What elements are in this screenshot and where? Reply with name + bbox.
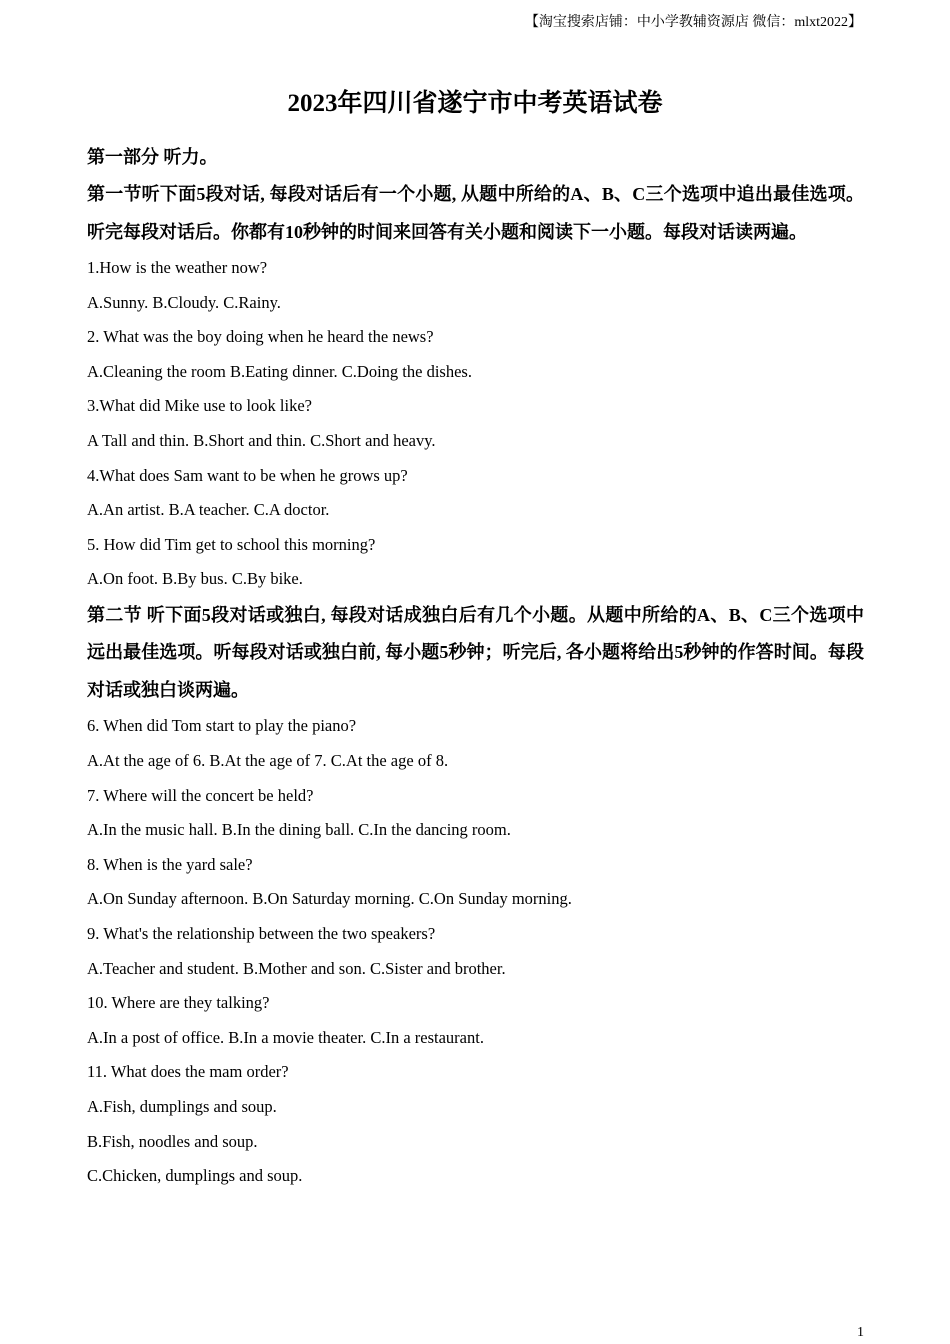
answer-options: A.Fish, dumplings and soup. xyxy=(87,1096,277,1116)
question-line: 7. Where will the concert be held? xyxy=(87,785,314,805)
question-line: 11. What does the mam order? xyxy=(87,1062,289,1082)
answer-options: A Tall and thin. B.Short and thin. C.Short and heavy. xyxy=(87,430,436,450)
answer-options: C.Chicken, dumplings and soup. xyxy=(87,1166,303,1186)
section1-questions xyxy=(87,251,864,597)
page-title: 2023年四川省遂宁市中考英语试卷 xyxy=(287,90,663,117)
part1-title: 第一部分 听力。 xyxy=(87,147,218,167)
answer-options: A.In the music hall. B.In the dining ball. C.In the dancing room. xyxy=(87,820,511,840)
section2-instruction: 第二节 听下面5段对话或独白, 每段对话成独白后有几个小题。从题中所给的A、B、C三个选项中远出最佳选项。听每段对话或独白前, 每小题5秒钟；听完后, 各小题将给出5秒钟的作答时间。每段对话或独白谈两遍。 xyxy=(87,604,864,700)
question-line: 10. Where are they talking? xyxy=(87,993,270,1013)
question-line: 5. How did Tim get to school this morning? xyxy=(87,534,376,554)
question-line: 4.What does Sam want to be when he grows up? xyxy=(87,465,408,485)
question-line: 6. When did Tom start to play the piano? xyxy=(87,716,357,736)
question-line: 2. What was the boy doing when he heard the news? xyxy=(87,327,434,347)
question-line: 8. When is the yard sale? xyxy=(87,854,253,874)
section2-questions xyxy=(87,709,864,1193)
answer-options: A.Cleaning the room B.Eating dinner. C.Doing the dishes. xyxy=(87,361,472,381)
section1-instruction: 第一节听下面5段对话, 每段对话后有一个小题, 从题中所给的A、B、C三个选项中追出最佳选项。听完每段对话后。你都有10秒钟的时间来回答有关小题和阅读下一小题。每段对话读两遍。 xyxy=(87,184,864,242)
header-note: 【淘宝搜索店铺：中小学教辅资源店 微信：mlxt2022】 xyxy=(524,15,862,30)
answer-options: A.An artist. B.A teacher. C.A doctor. xyxy=(87,500,330,520)
answer-options: A.Teacher and student. B.Mother and son. C.Sister and brother. xyxy=(87,958,506,978)
answer-options: A.Sunny. B.Cloudy. C.Rainy. xyxy=(87,292,281,312)
exam-content xyxy=(87,140,864,1194)
question-line: 1.How is the weather now? xyxy=(87,258,268,277)
page-number: 1 xyxy=(857,1325,864,1340)
question-line: 3.What did Mike use to look like? xyxy=(87,396,312,416)
answer-options: A.On Sunday afternoon. B.On Saturday morning. C.On Sunday morning. xyxy=(87,889,572,909)
answer-options: B.Fish, noodles and soup. xyxy=(87,1131,258,1151)
answer-options: A.At the age of 6. B.At the age of 7. C.At the age of 8. xyxy=(87,751,449,771)
answer-options: A.In a post of office. B.In a movie theater. C.In a restaurant. xyxy=(87,1027,484,1047)
answer-options: A.On foot. B.By bus. C.By bike. xyxy=(87,569,303,589)
question-line: 9. What's the relationship between the two speakers? xyxy=(87,924,436,943)
